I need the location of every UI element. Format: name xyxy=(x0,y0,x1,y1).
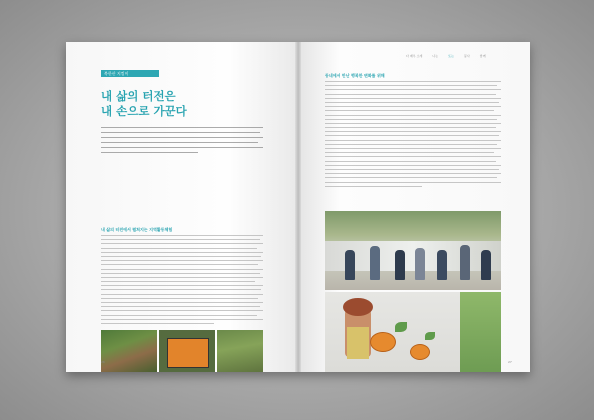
left-page xyxy=(66,42,298,372)
page-number-right: 27 xyxy=(508,360,512,364)
nav-item-2: 나는 xyxy=(432,54,439,58)
photo-painted-board xyxy=(159,330,215,372)
title-line-1: 내 삶의 터전은 xyxy=(101,89,176,103)
nav-item-5: 함께 xyxy=(479,54,486,58)
body-text xyxy=(101,235,263,327)
title-line-2: 내 손으로 가꾼다 xyxy=(101,104,187,118)
lead-paragraph xyxy=(101,127,263,157)
nav-item-4: 봉사 xyxy=(464,54,470,58)
chapter-nav xyxy=(406,54,486,58)
photo-volunteers-garden xyxy=(101,330,157,372)
photo-outdoor-activity xyxy=(217,330,263,372)
page-title xyxy=(101,89,261,119)
subheading: 내 삶의 터전에서 펼쳐지는 지역활동체험 xyxy=(101,227,173,232)
open-book xyxy=(66,42,530,372)
photo-mural-painting-volunteers xyxy=(325,211,501,290)
nav-item-3: 또는 xyxy=(448,54,454,58)
section-tag: 북한산 지킴이 xyxy=(101,70,159,77)
right-page xyxy=(298,42,530,372)
right-body-text xyxy=(325,81,501,190)
right-heading: 동네에서 만난 행복한 변화를 위해 xyxy=(325,73,385,78)
photo-pumpkin-mural xyxy=(325,292,501,372)
page-number-left: 26 xyxy=(101,360,105,364)
nav-item-1: 다 배우 소개 xyxy=(406,54,423,58)
book-spine xyxy=(295,42,301,372)
